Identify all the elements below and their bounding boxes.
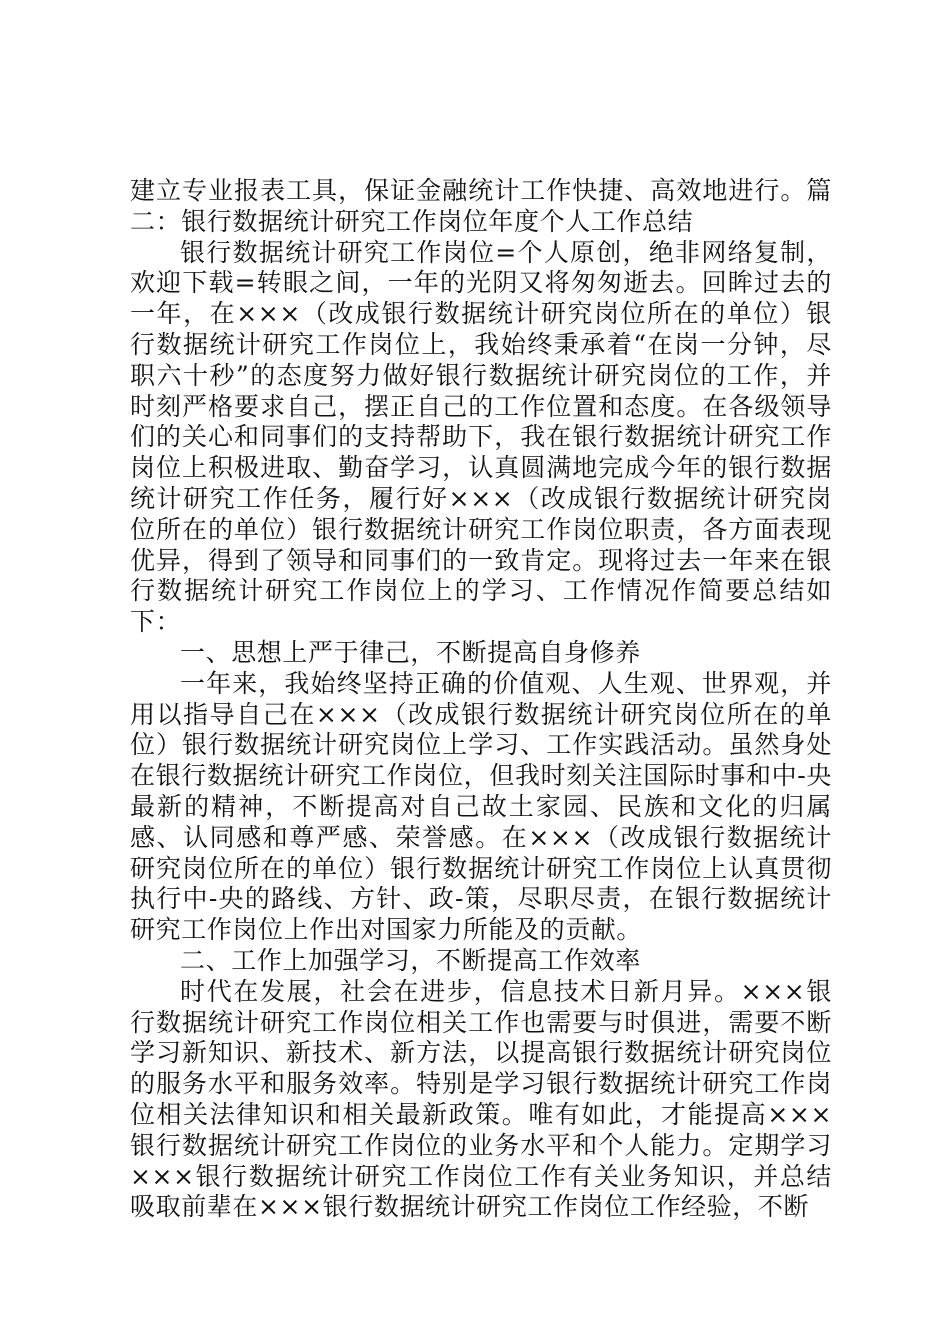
document-body (130, 176, 832, 1223)
section-2-heading: 二、工作上加强学习，不断提高工作效率 (180, 945, 641, 975)
section-1-heading: 一、思想上严于律己，不断提高自身修养 (180, 637, 641, 667)
section-2-paragraph: 时代在发展，社会在进步，信息技术日新月异。×××银行数据统计研究工作岗位相关工作也需要与时俱进，需要不断学习新知识、新技术、新方法，以提高银行数据统计研究岗位的服务水平和服务效率。特别是学习银行数据统计研究工作岗位相关法律知识和相关最新政策。唯有如此，才能提高×××银行数据统计研究工作岗位的业务水平和个人能力。定期学习×××银行数据统计研究工作岗位工作有关业务知识，并总结吸取前辈在×××银行数据统计研究工作岗位工作经验，不断 (130, 976, 832, 1222)
intro-paragraph: 建立专业报表工具，保证金融统计工作快捷、高效地进行。篇二：银行数据统计研究工作岗位年度个人工作总结 (130, 176, 832, 236)
opening-paragraph: 银行数据统计研究工作岗位=个人原创，绝非网络复制，欢迎下载=转眼之间，一年的光阴又将匆匆逝去。回眸过去的一年，在×××（改成银行数据统计研究岗位所在的单位）银行数据统计研究工作岗位上，我始终秉承着“在岗一分钟，尽职六十秒”的态度努力做好银行数据统计研究岗位的工作，并时刻严格要求自己，摆正自己的工作位置和态度。在各级领导们的关心和同事们的支持帮助下，我在银行数据统计研究工作岗位上积极进取、勤奋学习，认真圆满地完成今年的银行数据统计研究工作任务，履行好×××（改成银行数据统计研究岗位所在的单位）银行数据统计研究工作岗位职责，各方面表现优异，得到了领导和同事们的一致肯定。现将过去一年来在银行数据统计研究工作岗位上的学习、工作情况作简要总结如下： (130, 237, 832, 637)
section-1-paragraph: 一年来，我始终坚持正确的价值观、人生观、世界观，并用以指导自己在×××（改成银行数据统计研究岗位所在的单位）银行数据统计研究岗位上学习、工作实践活动。虽然身处在银行数据统计研究工作岗位，但我时刻关注国际时事和中-央最新的精神，不断提高对自己故土家园、民族和文化的归属感、认同感和尊严感、荣誉感。在×××（改成银行数据统计研究岗位所在的单位）银行数据统计研究工作岗位上认真贯彻执行中-央的路线、方针、政-策，尽职尽责，在银行数据统计研究工作岗位上作出对国家力所能及的贡献。 (130, 668, 832, 945)
